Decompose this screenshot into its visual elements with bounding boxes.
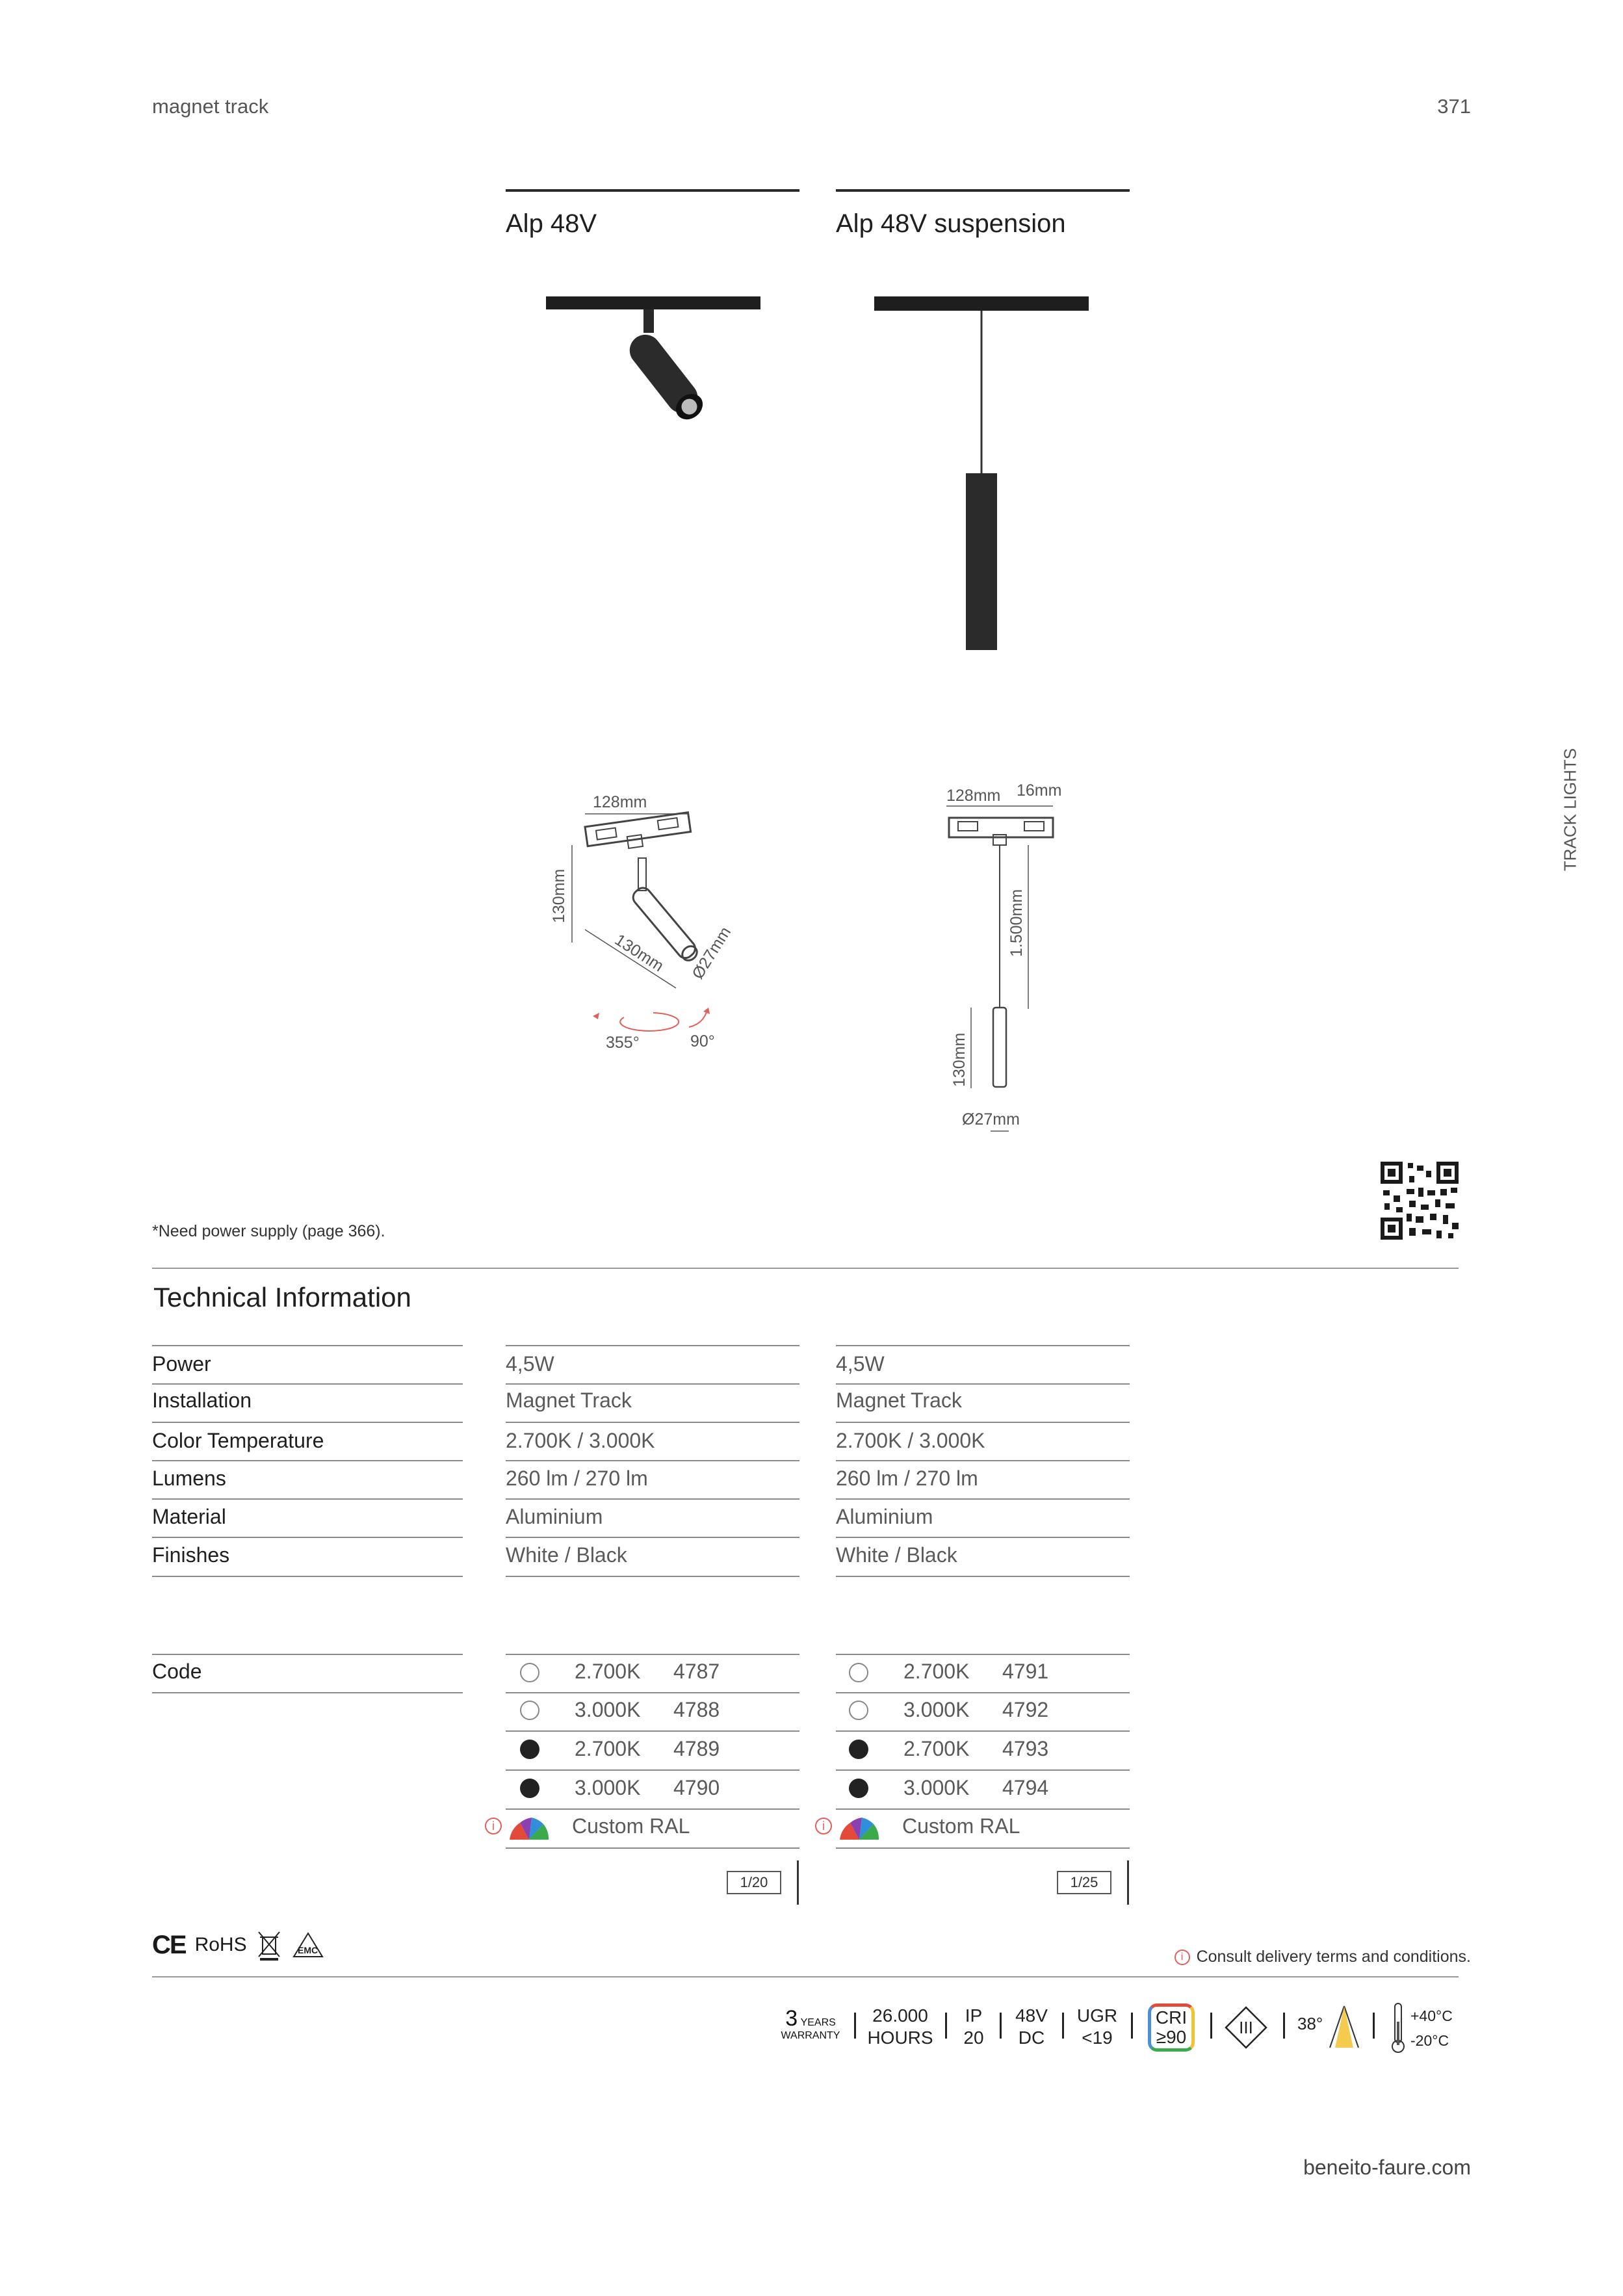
code-temp: 3.000K [575, 1776, 641, 1799]
code-temp: 3.000K [903, 1698, 970, 1721]
black-finish-icon [849, 1740, 868, 1759]
spec-value: 2.700K / 3.000K [506, 1429, 655, 1452]
spec-value: Aluminium [836, 1505, 933, 1528]
product-image-suspension [871, 293, 1098, 657]
code-number: 4792 [1002, 1698, 1049, 1721]
code-rule [506, 1654, 799, 1655]
code-temp: 3.000K [575, 1698, 641, 1721]
pack-divider [1127, 1860, 1129, 1905]
spec-rule [506, 1537, 799, 1538]
code-number: 4789 [673, 1737, 720, 1760]
feature-separator [1373, 2013, 1375, 2039]
spec-rule [836, 1498, 1130, 1500]
spec-rule [836, 1537, 1130, 1538]
spec-value: Magnet Track [506, 1389, 632, 1412]
code-temp: 2.700K [575, 1660, 641, 1683]
code-rule [152, 1654, 463, 1655]
spec-rule [152, 1460, 463, 1461]
spec-rule [506, 1345, 799, 1346]
product-title-suspension: Alp 48V suspension [836, 209, 1066, 238]
code-rule [836, 1730, 1130, 1732]
feature-separator [1062, 2013, 1064, 2039]
temp-min: -20°C [1410, 2032, 1449, 2049]
spec-value: 260 lm / 270 lm [506, 1467, 648, 1490]
dim-length: 130mm [611, 930, 667, 976]
power-supply-note: *Need power supply (page 366). [152, 1222, 385, 1240]
thermometer-icon [1388, 2002, 1408, 2054]
rotation-label: 355° [606, 1034, 640, 1052]
emc-mark [291, 1931, 325, 1959]
spec-rule [506, 1383, 799, 1385]
spec-rule [152, 1576, 463, 1577]
spec-rule [506, 1498, 799, 1500]
product-rule-1 [506, 189, 799, 192]
spec-value: 260 lm / 270 lm [836, 1467, 978, 1490]
feature-separator [1000, 2013, 1002, 2039]
code-number: 4787 [673, 1660, 720, 1683]
code-number: 4788 [673, 1698, 720, 1721]
beam-angle-icon [1326, 2003, 1362, 2050]
spec-rule [836, 1345, 1130, 1346]
custom-ral-label: Custom RAL [572, 1814, 690, 1838]
delivery-note [1175, 1948, 1471, 1966]
website-link[interactable]: beneito-faure.com [1303, 2156, 1471, 2179]
side-tab [1557, 748, 1583, 878]
product-title-alp: Alp 48V [506, 209, 597, 238]
color-fan-icon [506, 1811, 552, 1842]
code-rule [506, 1847, 799, 1849]
ugr-label: UGR [1076, 2005, 1118, 2026]
spec-label-material: Material [152, 1505, 226, 1528]
spec-value: 2.700K / 3.000K [836, 1429, 985, 1452]
code-rule [836, 1847, 1130, 1849]
warranty-word: WARRANTY [781, 2030, 840, 2041]
lifetime-hours [864, 2005, 936, 2049]
qr-code[interactable] [1381, 1162, 1459, 1240]
ip-value: 20 [963, 2028, 984, 2048]
ip-label: IP [965, 2005, 983, 2026]
rohs-mark: RoHS [194, 1934, 247, 1955]
warranty-unit: YEARS [800, 2017, 836, 2028]
spec-value: White / Black [836, 1543, 957, 1567]
dim-width: 128mm [593, 793, 647, 811]
dim-diameter: Ø27mm [688, 923, 735, 983]
operating-temperature [1410, 2003, 1453, 2053]
ugr-rating [1071, 2005, 1123, 2049]
info-icon[interactable]: i [1175, 1950, 1190, 1965]
technical-drawing-suspension [923, 774, 1131, 1138]
info-icon[interactable]: i [815, 1818, 832, 1834]
white-finish-icon [849, 1701, 868, 1720]
dim-height: 130mm [550, 868, 568, 923]
spec-rule [506, 1422, 799, 1423]
spec-value: 4,5W [506, 1352, 554, 1376]
info-icon[interactable]: i [485, 1818, 502, 1834]
spec-rule [152, 1345, 463, 1346]
feature-separator [945, 2013, 947, 2039]
dim-width-s: 128mm [946, 787, 1001, 805]
custom-ral-label: Custom RAL [902, 1814, 1020, 1838]
dim-depth-s: 16mm [1017, 781, 1062, 800]
white-finish-icon [520, 1663, 539, 1682]
spec-rule [836, 1460, 1130, 1461]
product-rule-2 [836, 189, 1130, 192]
feature-separator [1283, 2013, 1285, 2039]
spec-rule [506, 1576, 799, 1577]
voltage-rating [1009, 2005, 1054, 2049]
voltage-type: DC [1018, 2028, 1045, 2048]
white-finish-icon [849, 1663, 868, 1682]
spec-rule [506, 1460, 799, 1461]
side-tab-label: TRACK LIGHTS [1560, 748, 1580, 872]
code-temp: 3.000K [903, 1776, 970, 1799]
code-temp: 2.700K [903, 1660, 970, 1683]
code-label: Code [152, 1660, 202, 1683]
ip-rating [955, 2005, 992, 2049]
spec-rule [152, 1383, 463, 1385]
spec-rule [152, 1422, 463, 1423]
spec-value: 4,5W [836, 1352, 885, 1376]
ce-mark-icon: CE [152, 1930, 186, 1959]
delivery-note-text: Consult delivery terms and conditions. [1196, 1948, 1471, 1966]
spec-label-lumens: Lumens [152, 1467, 226, 1490]
cri-value: ≥90 [1156, 2027, 1187, 2047]
spec-rule [836, 1576, 1130, 1577]
spec-rule [836, 1422, 1130, 1423]
footer-divider [152, 1976, 1459, 1977]
class-iii-badge [1223, 2005, 1269, 2050]
dim-diameter-s: Ø27mm [962, 1110, 1020, 1128]
code-rule [506, 1730, 799, 1732]
tilt-label: 90° [690, 1032, 715, 1050]
warranty-badge [776, 2006, 845, 2042]
code-rule [506, 1692, 799, 1693]
pack-quantity-box: 1/25 [1057, 1871, 1111, 1894]
technical-information-title: Technical Information [153, 1282, 411, 1312]
pack-divider [797, 1860, 799, 1905]
code-rule [506, 1808, 799, 1810]
hours-value: 26.000 [872, 2005, 928, 2026]
dim-height-s: 130mm [950, 1032, 968, 1087]
spec-label-finishes: Finishes [152, 1543, 230, 1567]
certifications [152, 1929, 325, 1961]
voltage-value: 48V [1015, 2005, 1048, 2026]
emc-label: EMC [298, 1945, 318, 1955]
beam-angle-value: 38° [1297, 2014, 1323, 2033]
hours-label: HOURS [867, 2028, 933, 2048]
code-number: 4794 [1002, 1776, 1049, 1799]
code-rule [152, 1692, 463, 1693]
feature-separator [1210, 2013, 1212, 2039]
spec-value: Magnet Track [836, 1389, 962, 1412]
code-rule [836, 1769, 1130, 1771]
spec-value: Aluminium [506, 1505, 603, 1528]
code-number: 4793 [1002, 1737, 1049, 1760]
spec-rule [152, 1498, 463, 1500]
dim-cable: 1.500mm [1007, 889, 1026, 957]
black-finish-icon [849, 1779, 868, 1798]
feature-separator [1131, 2013, 1133, 2039]
class-iii-label: III [1239, 2018, 1253, 2037]
spec-label-installation: Installation [152, 1389, 252, 1412]
black-finish-icon [520, 1740, 539, 1759]
page-number: 371 [1437, 95, 1471, 118]
cri-badge [1148, 2003, 1195, 2052]
weee-bin-icon [256, 1929, 282, 1961]
cri-label: CRI [1155, 2007, 1188, 2028]
ugr-value: <19 [1082, 2028, 1113, 2048]
color-fan-icon [836, 1811, 883, 1842]
code-temp: 2.700K [903, 1737, 970, 1760]
white-finish-icon [520, 1701, 539, 1720]
black-finish-icon [520, 1779, 539, 1798]
spec-label-power: Power [152, 1352, 211, 1376]
pack-quantity-box: 1/20 [727, 1871, 781, 1894]
code-rule [506, 1769, 799, 1771]
spec-rule [836, 1383, 1130, 1385]
spec-rule [152, 1537, 463, 1538]
feature-separator [854, 2013, 856, 2039]
section-divider [152, 1268, 1459, 1269]
temp-max: +40°C [1410, 2007, 1453, 2024]
product-image-alp [539, 293, 767, 449]
section-title: magnet track [152, 95, 269, 118]
code-rule [836, 1808, 1130, 1810]
spec-label-color-temperature: Color Temperature [152, 1429, 324, 1452]
code-rule [836, 1692, 1130, 1693]
code-rule [836, 1654, 1130, 1655]
spec-value: White / Black [506, 1543, 627, 1567]
code-number: 4791 [1002, 1660, 1049, 1683]
technical-drawing-alp [533, 774, 767, 1066]
code-temp: 2.700K [575, 1737, 641, 1760]
warranty-number: 3 [785, 2006, 798, 2031]
code-number: 4790 [673, 1776, 720, 1799]
